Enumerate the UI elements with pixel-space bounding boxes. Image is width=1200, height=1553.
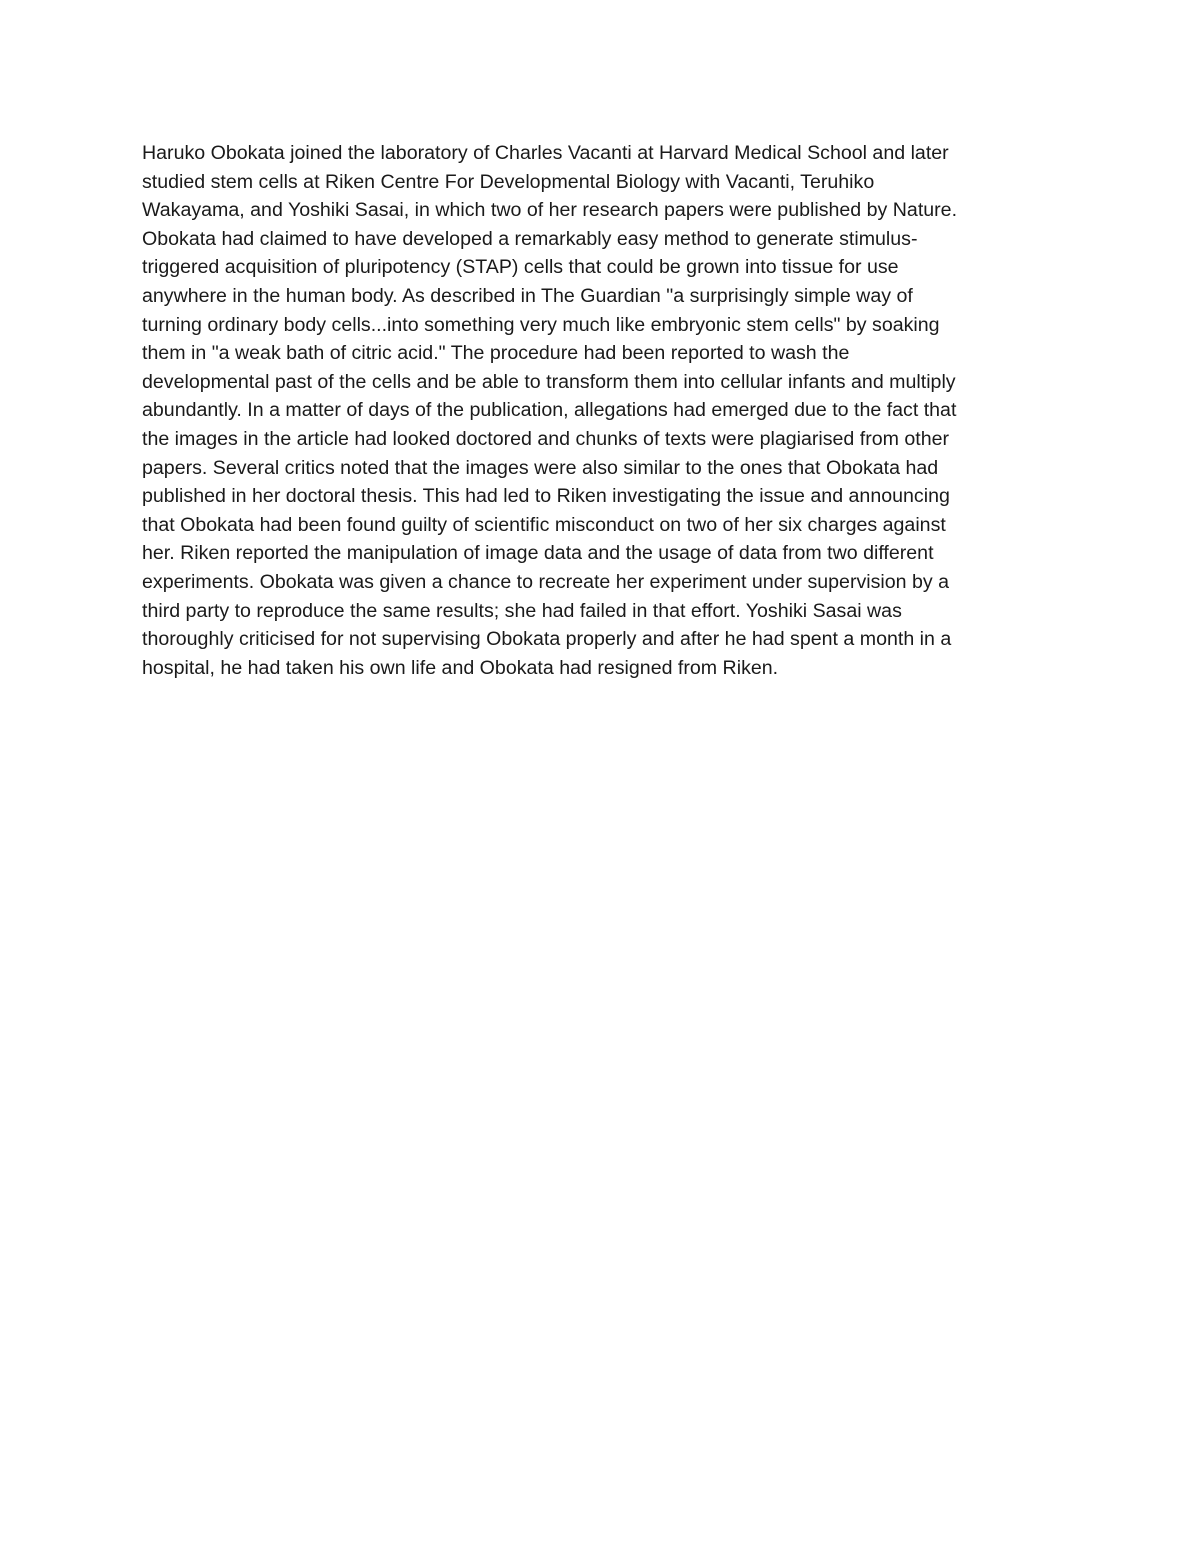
paragraph-line: hospital, he had taken his own life and Obokata had resigned from Riken. bbox=[142, 656, 779, 679]
paragraph-line: studied stem cells at Riken Centre For Developmental Biology with Vacanti, Teruhiko bbox=[142, 170, 875, 193]
body-paragraph bbox=[142, 139, 1062, 682]
paragraph-line: experiments. Obokata was given a chance to recreate her experiment under supervision by a bbox=[142, 570, 950, 593]
paragraph-line: developmental past of the cells and be able to transform them into cellular infants and multiply bbox=[142, 370, 956, 393]
paragraph-line: Obokata had claimed to have developed a remarkably easy method to generate stimulus- bbox=[142, 227, 918, 250]
paragraph-line: turning ordinary body cells...into something very much like embryonic stem cells" by soaking bbox=[142, 313, 940, 336]
paragraph-line: papers. Several critics noted that the images were also similar to the ones that Obokata had bbox=[142, 456, 939, 479]
paragraph-line: third party to reproduce the same results; she had failed in that effort. Yoshiki Sasai was bbox=[142, 599, 902, 622]
paragraph-line: them in "a weak bath of citric acid." The procedure had been reported to wash the bbox=[142, 342, 850, 365]
paragraph-line: that Obokata had been found guilty of scientific misconduct on two of her six charges against bbox=[142, 513, 946, 536]
paragraph-line: thoroughly criticised for not supervising Obokata properly and after he had spent a month in a bbox=[142, 628, 952, 651]
paragraph-line: her. Riken reported the manipulation of image data and the usage of data from two different bbox=[142, 542, 934, 565]
paragraph-line: triggered acquisition of pluripotency (STAP) cells that could be grown into tissue for use bbox=[142, 256, 899, 279]
paragraph-line: anywhere in the human body. As described in The Guardian "a surprisingly simple way of bbox=[142, 284, 913, 307]
paragraph-line: published in her doctoral thesis. This had led to Riken investigating the issue and announcing bbox=[142, 485, 950, 508]
paragraph-line: abundantly. In a matter of days of the publication, allegations had emerged due to the fact that bbox=[142, 399, 957, 422]
paragraph-line: Wakayama, and Yoshiki Sasai, in which two of her research papers were published by Nature. bbox=[142, 199, 958, 222]
paragraph-line: the images in the article had looked doctored and chunks of texts were plagiarised from other bbox=[142, 427, 950, 450]
paragraph-line: Haruko Obokata joined the laboratory of Charles Vacanti at Harvard Medical School and later bbox=[142, 142, 949, 164]
